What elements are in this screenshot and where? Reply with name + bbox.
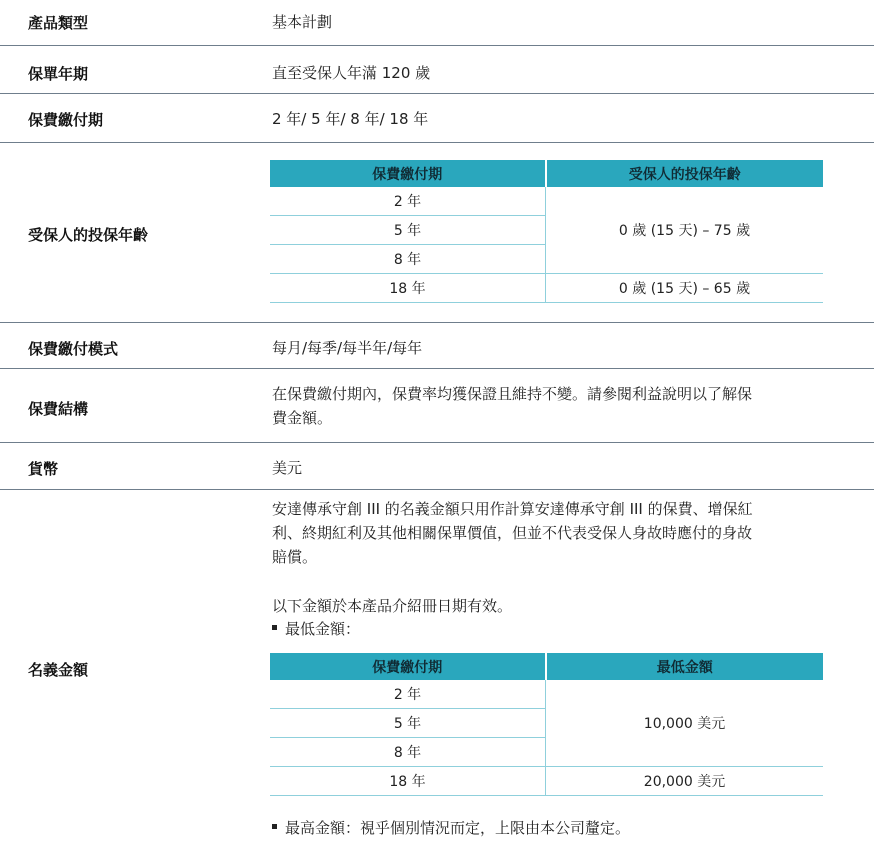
table-row — [270, 274, 823, 303]
value-product-type: 基本計劃 — [272, 13, 333, 31]
issue-age-table-header — [270, 160, 823, 187]
amount-cell-group-b: 20,000 美元 — [546, 767, 824, 796]
issue-age-header-age: 受保人的投保年齡 — [546, 160, 824, 187]
label-premium-structure: 保費結構 — [28, 400, 89, 418]
label-policy-term: 保單年期 — [28, 65, 89, 83]
label-notional-amount: 名義金額 — [28, 661, 89, 679]
label-currency: 貨幣 — [28, 460, 59, 478]
row-issue-age — [0, 144, 874, 323]
term-cell: 2 年 — [270, 680, 546, 709]
min-amount-table-header — [270, 653, 823, 680]
notional-paragraph-line: 利、終期紅利及其他相關保單價值，但並不代表受保人身故時應付的身故 — [272, 524, 753, 542]
age-cell-group-b: 0 歲 (15 天) – 65 歲 — [546, 274, 824, 303]
issue-age-table — [270, 160, 823, 303]
table-row — [270, 767, 823, 796]
term-cell: 18 年 — [270, 767, 546, 796]
notional-paragraph-line: 賠償。 — [272, 548, 318, 566]
term-cell: 8 年 — [270, 738, 546, 767]
amount-cell-group-a: 10,000 美元 — [546, 680, 824, 767]
premium-structure-line: 費金額。 — [272, 409, 333, 427]
term-cell: 2 年 — [270, 187, 546, 216]
term-cell: 5 年 — [270, 709, 546, 738]
row-currency — [0, 444, 874, 490]
table-row — [270, 187, 823, 216]
value-payment-term: 2 年/ 5 年/ 8 年/ 18 年 — [272, 110, 429, 128]
value-currency: 美元 — [272, 459, 303, 477]
bullet-icon — [272, 824, 277, 829]
row-payment-term — [0, 95, 874, 143]
value-premium-structure — [272, 382, 752, 430]
label-issue-age: 受保人的投保年齡 — [28, 226, 149, 244]
bullet-icon — [272, 625, 277, 630]
min-amount-label: 最低金額： — [285, 620, 361, 638]
max-amount-note: 最高金額：視乎個別情況而定，上限由本公司釐定。 — [285, 819, 631, 837]
label-payment-mode: 保費繳付模式 — [28, 340, 119, 358]
row-premium-structure — [0, 370, 874, 443]
age-cell-group-a: 0 歲 (15 天) – 75 歲 — [546, 187, 824, 274]
value-policy-term: 直至受保人年滿 120 歲 — [272, 64, 431, 82]
term-cell: 5 年 — [270, 216, 546, 245]
table-row — [270, 680, 823, 709]
term-cell: 18 年 — [270, 274, 546, 303]
min-amount-table — [270, 653, 823, 796]
min-amount-header-term: 保費繳付期 — [270, 653, 546, 680]
max-amount-bullet — [272, 816, 630, 840]
label-payment-term: 保費繳付期 — [28, 111, 104, 129]
label-product-type: 產品類型 — [28, 14, 89, 32]
notional-paragraph-line: 安達傳承守創 III 的名義金額只用作計算安達傳承守創 III 的保費、增保紅 — [272, 500, 753, 518]
row-notional-amount — [0, 491, 874, 846]
row-product-type — [0, 0, 874, 46]
valid-note: 以下金額於本產品介紹冊日期有效。 — [272, 597, 513, 615]
min-amount-bullet — [272, 617, 360, 641]
term-cell: 8 年 — [270, 245, 546, 274]
value-payment-mode: 每月/每季/每半年/每年 — [272, 339, 423, 357]
row-policy-term — [0, 47, 874, 94]
row-payment-mode — [0, 324, 874, 369]
issue-age-header-term: 保費繳付期 — [270, 160, 546, 187]
notional-paragraph — [272, 497, 753, 569]
min-amount-header-amount: 最低金額 — [546, 653, 824, 680]
premium-structure-line: 在保費繳付期內，保費率均獲保證且維持不變。請參閱利益說明以了解保 — [272, 385, 753, 403]
